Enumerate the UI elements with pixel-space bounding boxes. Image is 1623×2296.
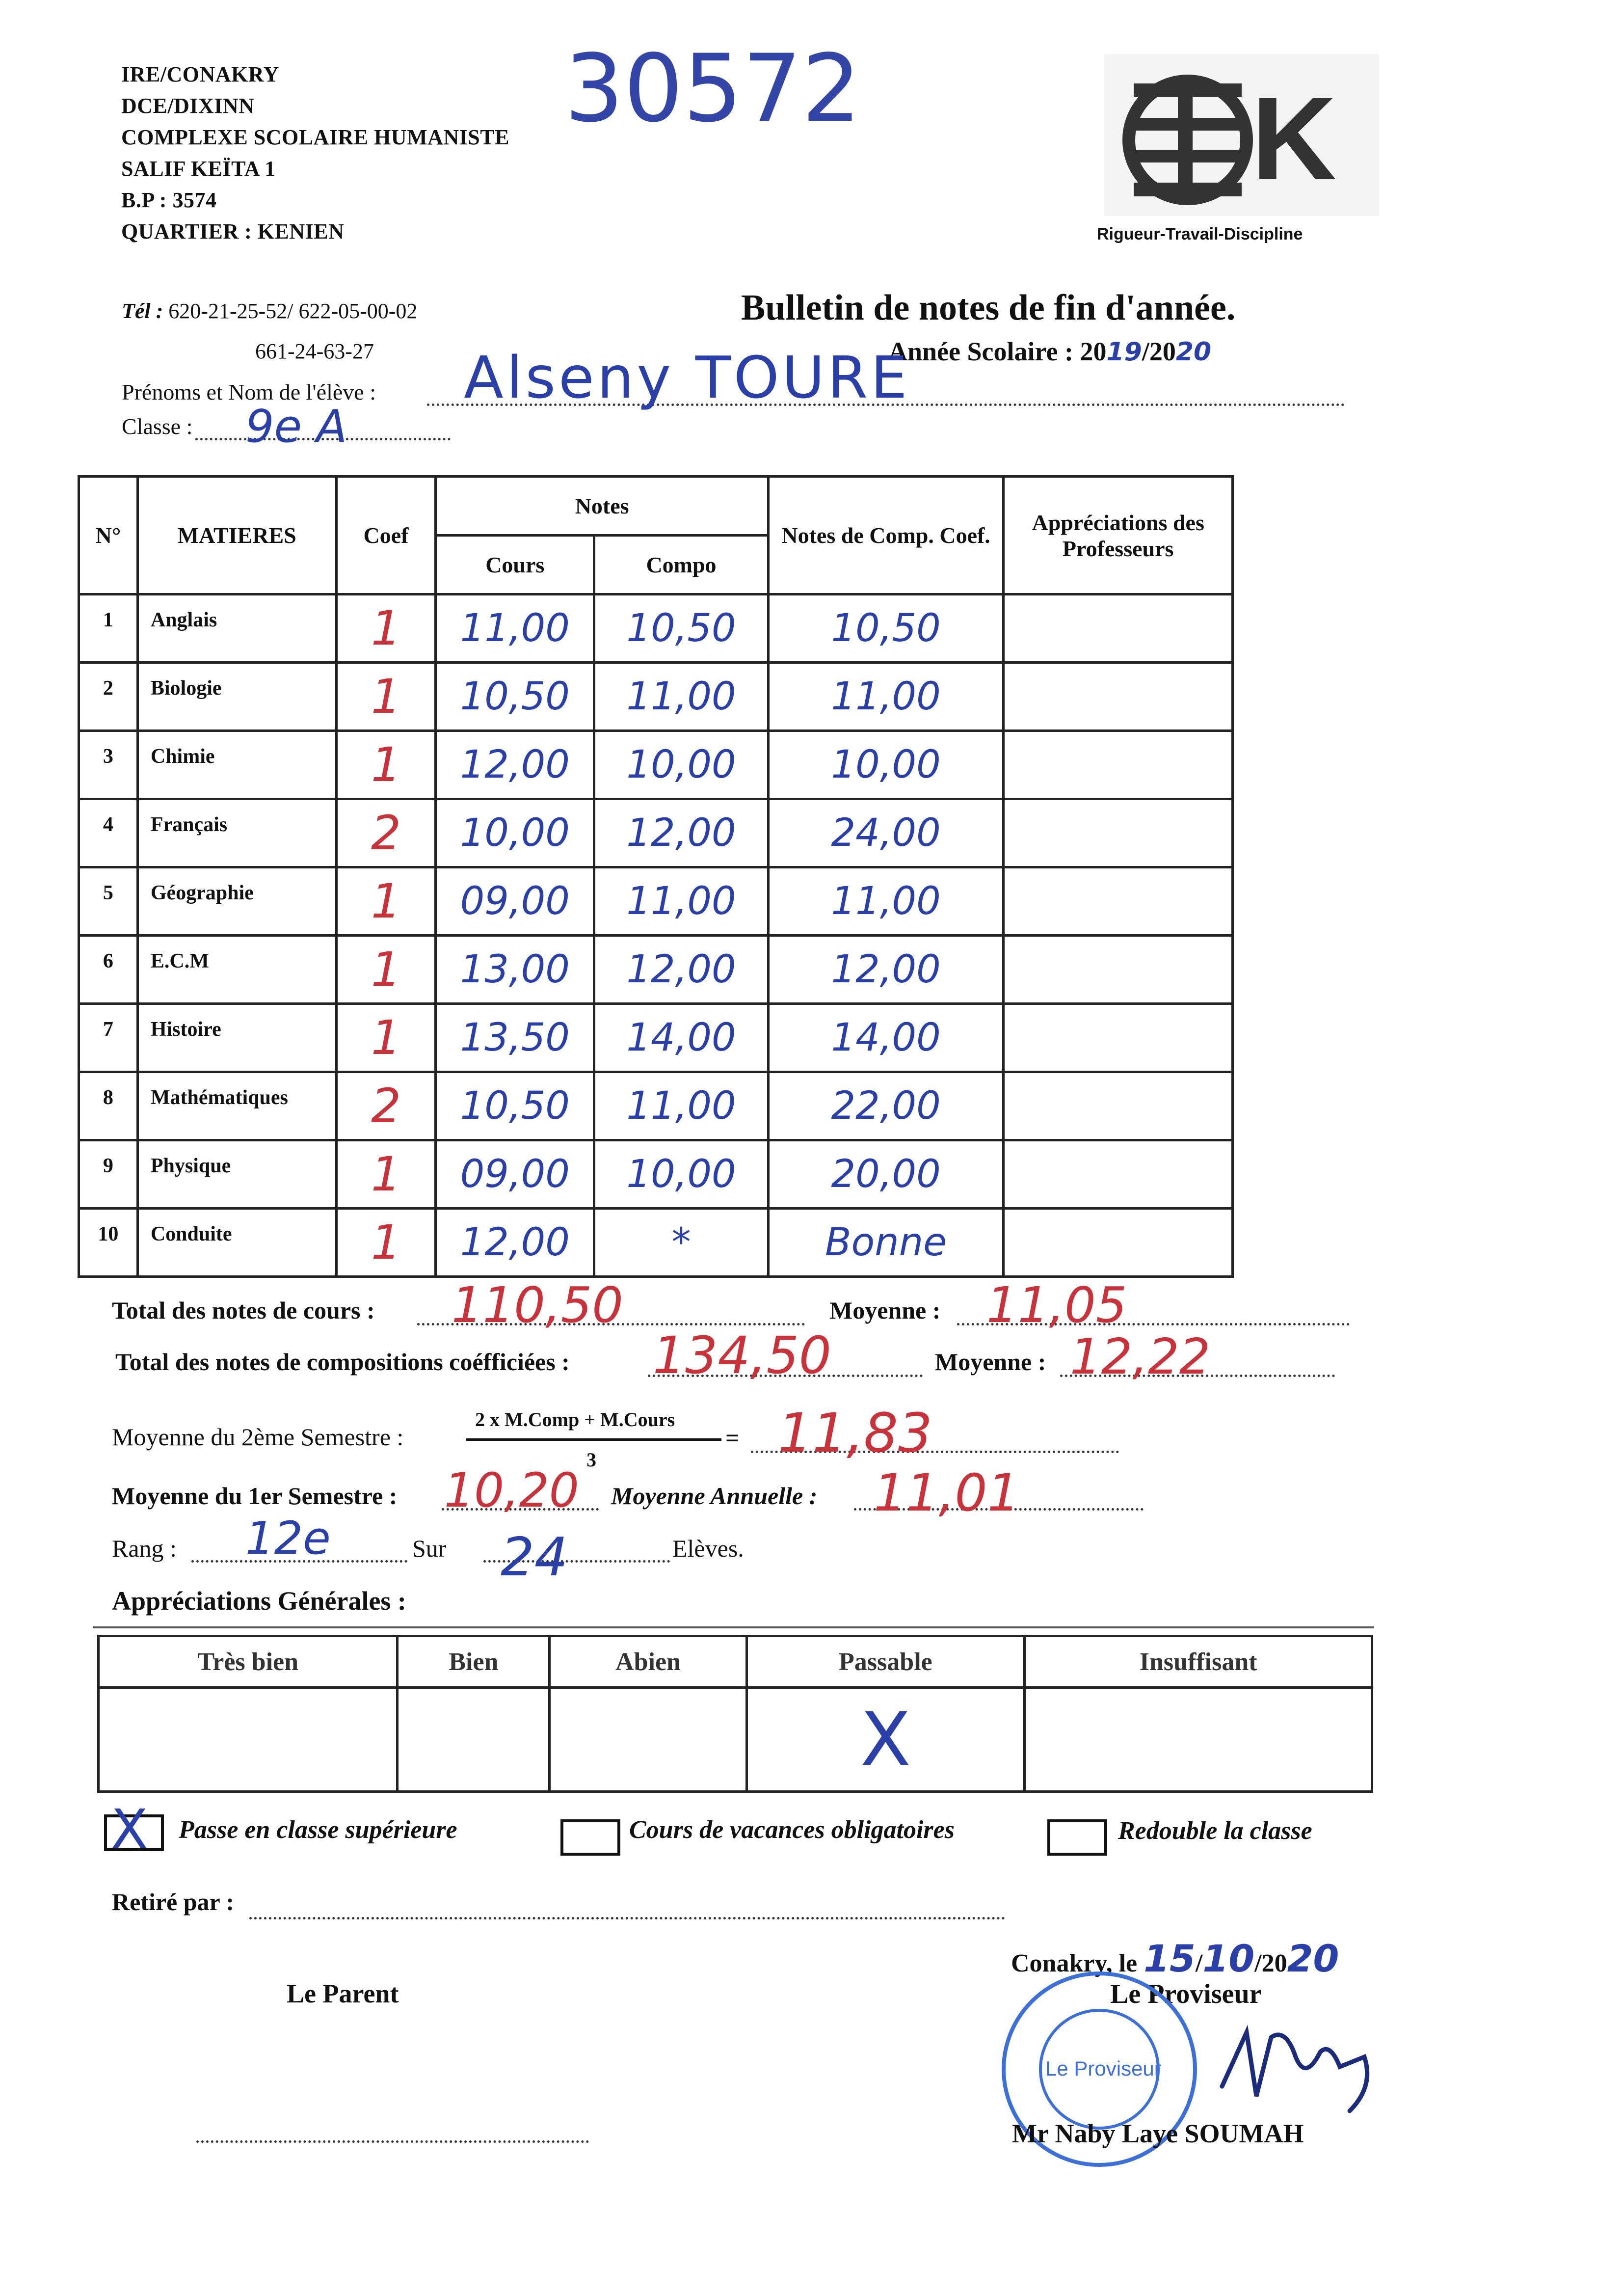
date-day: 15 — [1144, 1937, 1196, 1980]
annuelle-label: Moyenne Annuelle : — [611, 1482, 818, 1510]
row-appreciation — [1004, 867, 1233, 936]
row-appreciation — [1004, 799, 1233, 867]
total-cours-value: 110,50 — [452, 1276, 623, 1334]
row-comp-coef: 10,00 — [768, 731, 1003, 799]
row-coef: 1 — [336, 936, 436, 1004]
divider-line — [93, 1626, 1374, 1628]
student-name-label: Prénoms et Nom de l'élève : — [122, 379, 376, 405]
table-row — [79, 867, 1233, 936]
date-year: 20 — [1287, 1937, 1339, 1980]
sur-label: Sur — [412, 1535, 447, 1562]
row-compo: 10,00 — [594, 1140, 769, 1209]
tel-numbers-1: 620-21-25-52/ 622-05-00-02 — [168, 299, 418, 323]
svg-text:K: K — [1251, 73, 1337, 204]
row-no: 7 — [79, 1004, 138, 1072]
col-header-cours: Cours — [436, 536, 594, 594]
col-header-compo: Compo — [594, 536, 769, 594]
grades-table — [78, 475, 1234, 1278]
row-coef: 1 — [336, 594, 436, 663]
telephone — [122, 298, 417, 324]
moyenne-cours-label: Moyenne : — [829, 1297, 941, 1324]
row-comp-coef: 14,00 — [768, 1004, 1003, 1072]
moyenne-cours-value: 11,05 — [986, 1276, 1127, 1334]
row-appreciation — [1004, 594, 1233, 663]
row-matiere: Conduite — [137, 1209, 336, 1277]
rang-value: 12e — [245, 1512, 331, 1565]
col-header-no: N° — [79, 477, 138, 594]
proviseur-label: Le Proviseur — [1110, 1979, 1262, 2009]
school-motto: Rigueur-Travail-Discipline — [1097, 225, 1303, 243]
eleves-label: Elèves. — [672, 1535, 744, 1562]
row-matiere: Anglais — [137, 594, 336, 663]
decision-cours-vacances-label: Cours de vacances obligatoires — [629, 1816, 955, 1844]
row-compo: 10,50 — [594, 594, 769, 663]
row-coef: 1 — [336, 867, 436, 936]
row-cours: 09,00 — [436, 867, 594, 936]
school-logo — [1104, 54, 1379, 216]
moyenne-comp-label: Moyenne : — [935, 1348, 1046, 1376]
row-cours: 13,00 — [436, 936, 594, 1004]
row-cours: 10,50 — [436, 1072, 594, 1140]
school-line-salif: SALIF KEÏTA 1 — [121, 157, 276, 181]
annuelle-value: 11,01 — [874, 1463, 1020, 1523]
appr-cell-insuffisant[interactable] — [1025, 1688, 1372, 1792]
table-row — [79, 1140, 1233, 1209]
parent-label: Le Parent — [287, 1979, 399, 2008]
row-cours: 11,00 — [436, 594, 594, 663]
sur-value: 24 — [501, 1527, 568, 1588]
row-compo: 11,00 — [594, 663, 769, 731]
school-line-bp: B.P : 3574 — [121, 188, 217, 212]
row-cours: 13,50 — [436, 1004, 594, 1072]
date-month: 10 — [1202, 1937, 1255, 1980]
table-row — [79, 1004, 1233, 1072]
col-header-coef: Coef — [336, 477, 436, 594]
row-appreciation — [1004, 1209, 1233, 1277]
row-appreciation — [1004, 663, 1233, 731]
row-no: 3 — [79, 731, 138, 799]
s1-label: Moyenne du 1er Semestre : — [112, 1482, 398, 1510]
row-comp-coef: 11,00 — [768, 867, 1003, 936]
class-label: Classe : — [122, 414, 193, 439]
checkbox-redouble[interactable] — [1047, 1819, 1107, 1856]
row-cours: 09,00 — [436, 1140, 594, 1209]
moyenne-comp-value: 12,22 — [1070, 1328, 1211, 1385]
row-compo: 12,00 — [594, 936, 769, 1004]
row-coef: 1 — [336, 731, 436, 799]
school-year-sep: /20 — [1142, 337, 1176, 366]
row-comp-coef: 11,00 — [768, 663, 1003, 731]
row-comp-coef: 20,00 — [768, 1140, 1003, 1209]
table-row — [79, 936, 1233, 1004]
date-place-label: Conakry, le — [1011, 1949, 1138, 1977]
appreciations-generales-label: Appréciations Générales : — [112, 1586, 406, 1616]
row-no: 2 — [79, 663, 138, 731]
row-compo: 14,00 — [594, 1004, 769, 1072]
retire-dots — [249, 1917, 1005, 1919]
proviseur-name: Mr Naby Laye SOUMAH — [1012, 2119, 1304, 2148]
decision-redouble-label: Redouble la classe — [1118, 1817, 1312, 1845]
col-header-comp-coef: Notes de Comp. Coef. — [768, 477, 1003, 594]
appr-col-tres-bien: Très bien — [99, 1636, 398, 1688]
row-no: 5 — [79, 867, 138, 936]
class-value: 9e A — [245, 400, 347, 453]
row-cours: 10,50 — [436, 663, 594, 731]
row-coef: 2 — [336, 1072, 436, 1140]
row-compo: 11,00 — [594, 867, 769, 936]
appr-cell-passable[interactable] — [746, 1688, 1025, 1792]
row-cours: 12,00 — [436, 731, 594, 799]
tel-numbers-2: 661-24-63-27 — [255, 339, 374, 363]
row-comp-coef: 10,50 — [768, 594, 1003, 663]
row-no: 10 — [79, 1209, 138, 1277]
row-compo: 11,00 — [594, 1072, 769, 1140]
row-no: 8 — [79, 1072, 138, 1140]
tel-label: Tél : — [122, 299, 163, 323]
row-cours: 10,00 — [436, 799, 594, 867]
checkbox-cours-vacances[interactable] — [560, 1819, 620, 1856]
table-row — [79, 799, 1233, 867]
row-appreciation — [1004, 1140, 1233, 1209]
col-header-notes: Notes — [436, 477, 768, 536]
row-comp-coef: 12,00 — [768, 936, 1003, 1004]
row-no: 6 — [79, 936, 138, 1004]
s2-formula-den: 3 — [586, 1449, 596, 1471]
row-coef: 2 — [336, 799, 436, 867]
appr-cell-abien[interactable] — [550, 1688, 746, 1792]
row-matiere: Biologie — [137, 663, 336, 731]
row-compo: * — [594, 1209, 769, 1277]
school-year — [888, 336, 1211, 367]
row-matiere: Mathématiques — [137, 1072, 336, 1140]
row-appreciation — [1004, 731, 1233, 799]
school-line-ire: IRE/CONAKRY — [121, 62, 279, 86]
col-header-appreciations: Appréciations des Professeurs — [1004, 477, 1233, 594]
row-coef: 1 — [336, 1209, 436, 1277]
row-no: 1 — [79, 594, 138, 663]
decision-passe-label: Passe en classe supérieure — [179, 1816, 457, 1844]
row-comp-coef: 22,00 — [768, 1072, 1003, 1140]
document-number: 30572 — [564, 34, 861, 143]
student-name: Alseny TOURE — [464, 344, 910, 411]
appr-col-bien: Bien — [398, 1636, 550, 1688]
s1-value: 10,20 — [444, 1463, 579, 1518]
stamp-center-text: Le Proviseur — [1045, 2057, 1161, 2080]
retire-label: Retiré par : — [112, 1888, 234, 1916]
appr-col-insuffisant: Insuffisant — [1025, 1636, 1372, 1688]
row-compo: 10,00 — [594, 731, 769, 799]
row-coef: 1 — [336, 663, 436, 731]
checkbox-passe[interactable] — [104, 1798, 164, 1861]
total-comp-value: 134,50 — [653, 1325, 831, 1385]
logo-mark-icon — [1104, 54, 1379, 216]
rang-label: Rang : — [112, 1535, 177, 1562]
checkbox-passe-mark: X — [111, 1798, 148, 1861]
table-row — [79, 731, 1233, 799]
row-appreciation — [1004, 1072, 1233, 1140]
row-no: 4 — [79, 799, 138, 867]
row-matiere: E.C.M — [137, 936, 336, 1004]
row-coef: 1 — [336, 1140, 436, 1209]
row-matiere: Géographie — [137, 867, 336, 936]
s2-label: Moyenne du 2ème Semestre : — [112, 1423, 404, 1451]
row-cours: 12,00 — [436, 1209, 594, 1277]
appr-col-abien: Abien — [550, 1636, 746, 1688]
page-title: Bulletin de notes de fin d'année. — [741, 288, 1236, 328]
col-header-matieres: MATIERES — [137, 477, 336, 594]
school-header — [121, 59, 509, 247]
row-matiere: Histoire — [137, 1004, 336, 1072]
school-line-name: COMPLEXE SCOLAIRE HUMANISTE — [121, 125, 509, 149]
school-year-start: 19 — [1106, 337, 1142, 367]
appr-col-passable: Passable — [746, 1636, 1025, 1688]
row-comp-coef: 24,00 — [768, 799, 1003, 867]
school-line-quartier: QUARTIER : KENIEN — [121, 219, 345, 243]
row-coef: 1 — [336, 1004, 436, 1072]
row-appreciation — [1004, 1004, 1233, 1072]
row-matiere: Français — [137, 799, 336, 867]
school-year-end: 20 — [1175, 337, 1212, 367]
row-matiere: Chimie — [137, 731, 336, 799]
appr-cell-tres-bien[interactable] — [99, 1688, 398, 1792]
appr-check-mark: X — [860, 1697, 911, 1783]
s2-equals: = — [725, 1424, 740, 1452]
date-line: Conakry, le 15/10/2020 — [1011, 1937, 1339, 1980]
total-comp-label: Total des notes de compositions coéfficiées : — [115, 1348, 570, 1376]
school-year-label: Année Scolaire : 20 — [888, 337, 1107, 366]
date-year-prefix: /20 — [1254, 1949, 1287, 1977]
appr-cell-bien[interactable] — [398, 1688, 550, 1792]
row-comp-coef: Bonne — [768, 1209, 1003, 1277]
row-appreciation — [1004, 936, 1233, 1004]
row-compo: 12,00 — [594, 799, 769, 867]
table-row — [79, 663, 1233, 731]
proviseur-signature — [1217, 2013, 1384, 2121]
s2-formula-num: 2 x M.Comp + M.Cours — [475, 1408, 675, 1431]
school-line-dce: DCE/DIXINN — [121, 94, 255, 118]
appreciations-table — [97, 1635, 1373, 1793]
row-no: 9 — [79, 1140, 138, 1209]
table-row — [79, 594, 1233, 663]
table-row — [79, 1209, 1233, 1277]
s2-formula-bar — [466, 1438, 721, 1441]
row-matiere: Physique — [137, 1140, 336, 1209]
table-row — [79, 1072, 1233, 1140]
parent-signature-dots — [196, 2140, 589, 2143]
s2-value: 11,83 — [778, 1402, 932, 1464]
total-cours-label: Total des notes de cours : — [112, 1297, 375, 1324]
